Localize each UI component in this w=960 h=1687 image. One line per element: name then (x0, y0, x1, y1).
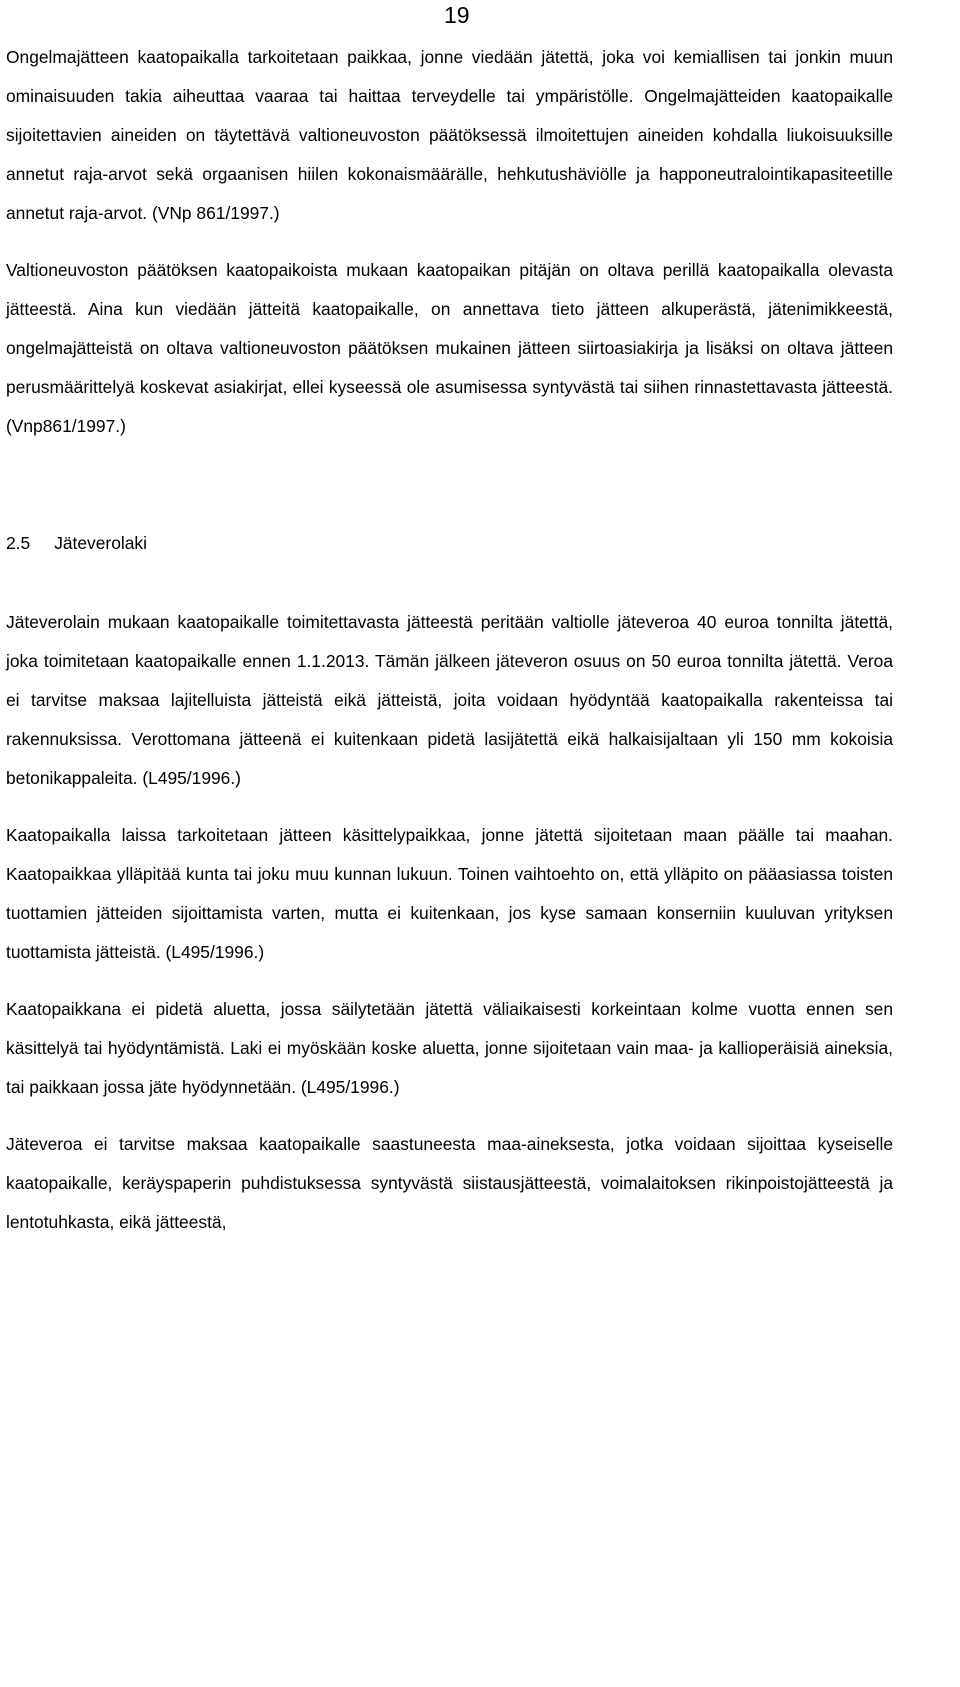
paragraph-tax-exemptions: Jäteveroa ei tarvitse maksaa kaatopaikalle saastuneesta maa-aineksesta, jotka voidaan sijoittaa kyseiselle kaatopaikalle, keräyspaperin puhdistuksessa syntyvästä siistausjätteestä, voimalaitoksen rikinpoistojätteestä ja lentotuhkasta, eikä jätteestä, (6, 1134, 893, 1232)
document-body (6, 38, 893, 1242)
section-heading (6, 524, 893, 563)
paragraph-landfill-operator-duties: Valtioneuvoston päätöksen kaatopaikoista mukaan kaatopaikan pitäjän on oltava perillä kaatopaikalla olevasta jätteestä. Aina kun viedään jätteitä kaatopaikalle, on annettava tieto jätteen alkuperästä, jätenimikkeestä, ongelmajätteistä on oltava valtioneuvoston päätöksen mukainen jätteen siirtoasiakirja ja lisäksi on oltava jätteen perusmäärittelyä koskevat asiakirjat, ellei kyseessä ole asumisessa syntyvästä tai siihen rinnastettavasta jätteestä. (Vnp861/1997.) (6, 260, 893, 436)
paragraph-hazardous-waste-landfill: Ongelmajätteen kaatopaikalla tarkoitetaan paikkaa, jonne viedään jätettä, joka voi kemiallisen tai jonkin muun ominaisuuden takia aiheuttaa vaaraa tai haittaa terveydelle tai ympäristölle. Ongelmajätteiden kaatopaikalle sijoitettavien aineiden on täytettävä valtioneuvoston päätöksessä ilmoitettujen aineiden kohdalla liukoisuuksille annetut raja-arvot sekä orgaanisen hiilen kokonaismäärälle, hehkutushäviölle ja happoneutralointikapasiteetille annetut raja-arvot. (VNp 861/1997.) (6, 47, 893, 223)
page-number: 19 (444, 2, 470, 28)
section-title: Jäteverolaki (54, 533, 147, 553)
section-number: 2.5 (6, 533, 31, 553)
paragraph-landfill-definition: Kaatopaikalla laissa tarkoitetaan jätteen käsittelypaikkaa, jonne jätettä sijoitetaan maan päälle tai maahan. Kaatopaikkaa ylläpitää kunta tai joku muu kunnan lukuun. Toinen vaihtoehto on, että ylläpito on pääasiassa toisten tuottamien jätteiden sijoittamista varten, mutta ei kuitenkaan, jos kyse samaan konserniin kuuluvan yrityksen tuottamista jätteistä. (L495/1996.) (6, 825, 893, 962)
paragraph-landfill-exclusions: Kaatopaikkana ei pidetä aluetta, jossa säilytetään jätettä väliaikaisesti korkeintaan kolme vuotta ennen sen käsittelyä tai hyödyntämistä. Laki ei myöskään koske aluetta, jonne sijoitetaan vain maa- ja kallioperäisiä aineksia, tai paikkaan jossa jäte hyödynnetään. (L495/1996.) (6, 999, 893, 1097)
paragraph-waste-tax-rates: Jäteverolain mukaan kaatopaikalle toimitettavasta jätteestä peritään valtiolle jäteveroa 40 euroa tonnilta jätettä, joka toimitetaan kaatopaikalle ennen 1.1.2013. Tämän jälkeen jäteveron osuus on 50 euroa tonnilta jätettä. Veroa ei tarvitse maksaa lajitelluista jätteistä eikä jätteistä, joita voidaan hyödyntää kaatopaikalla rakenteissa tai rakennuksissa. Verottomana jätteenä ei kuitenkaan pidetä lasijätettä eikä halkaisijaltaan yli 150 mm kokoisia betonikappaleita. (L495/1996.) (6, 612, 893, 788)
